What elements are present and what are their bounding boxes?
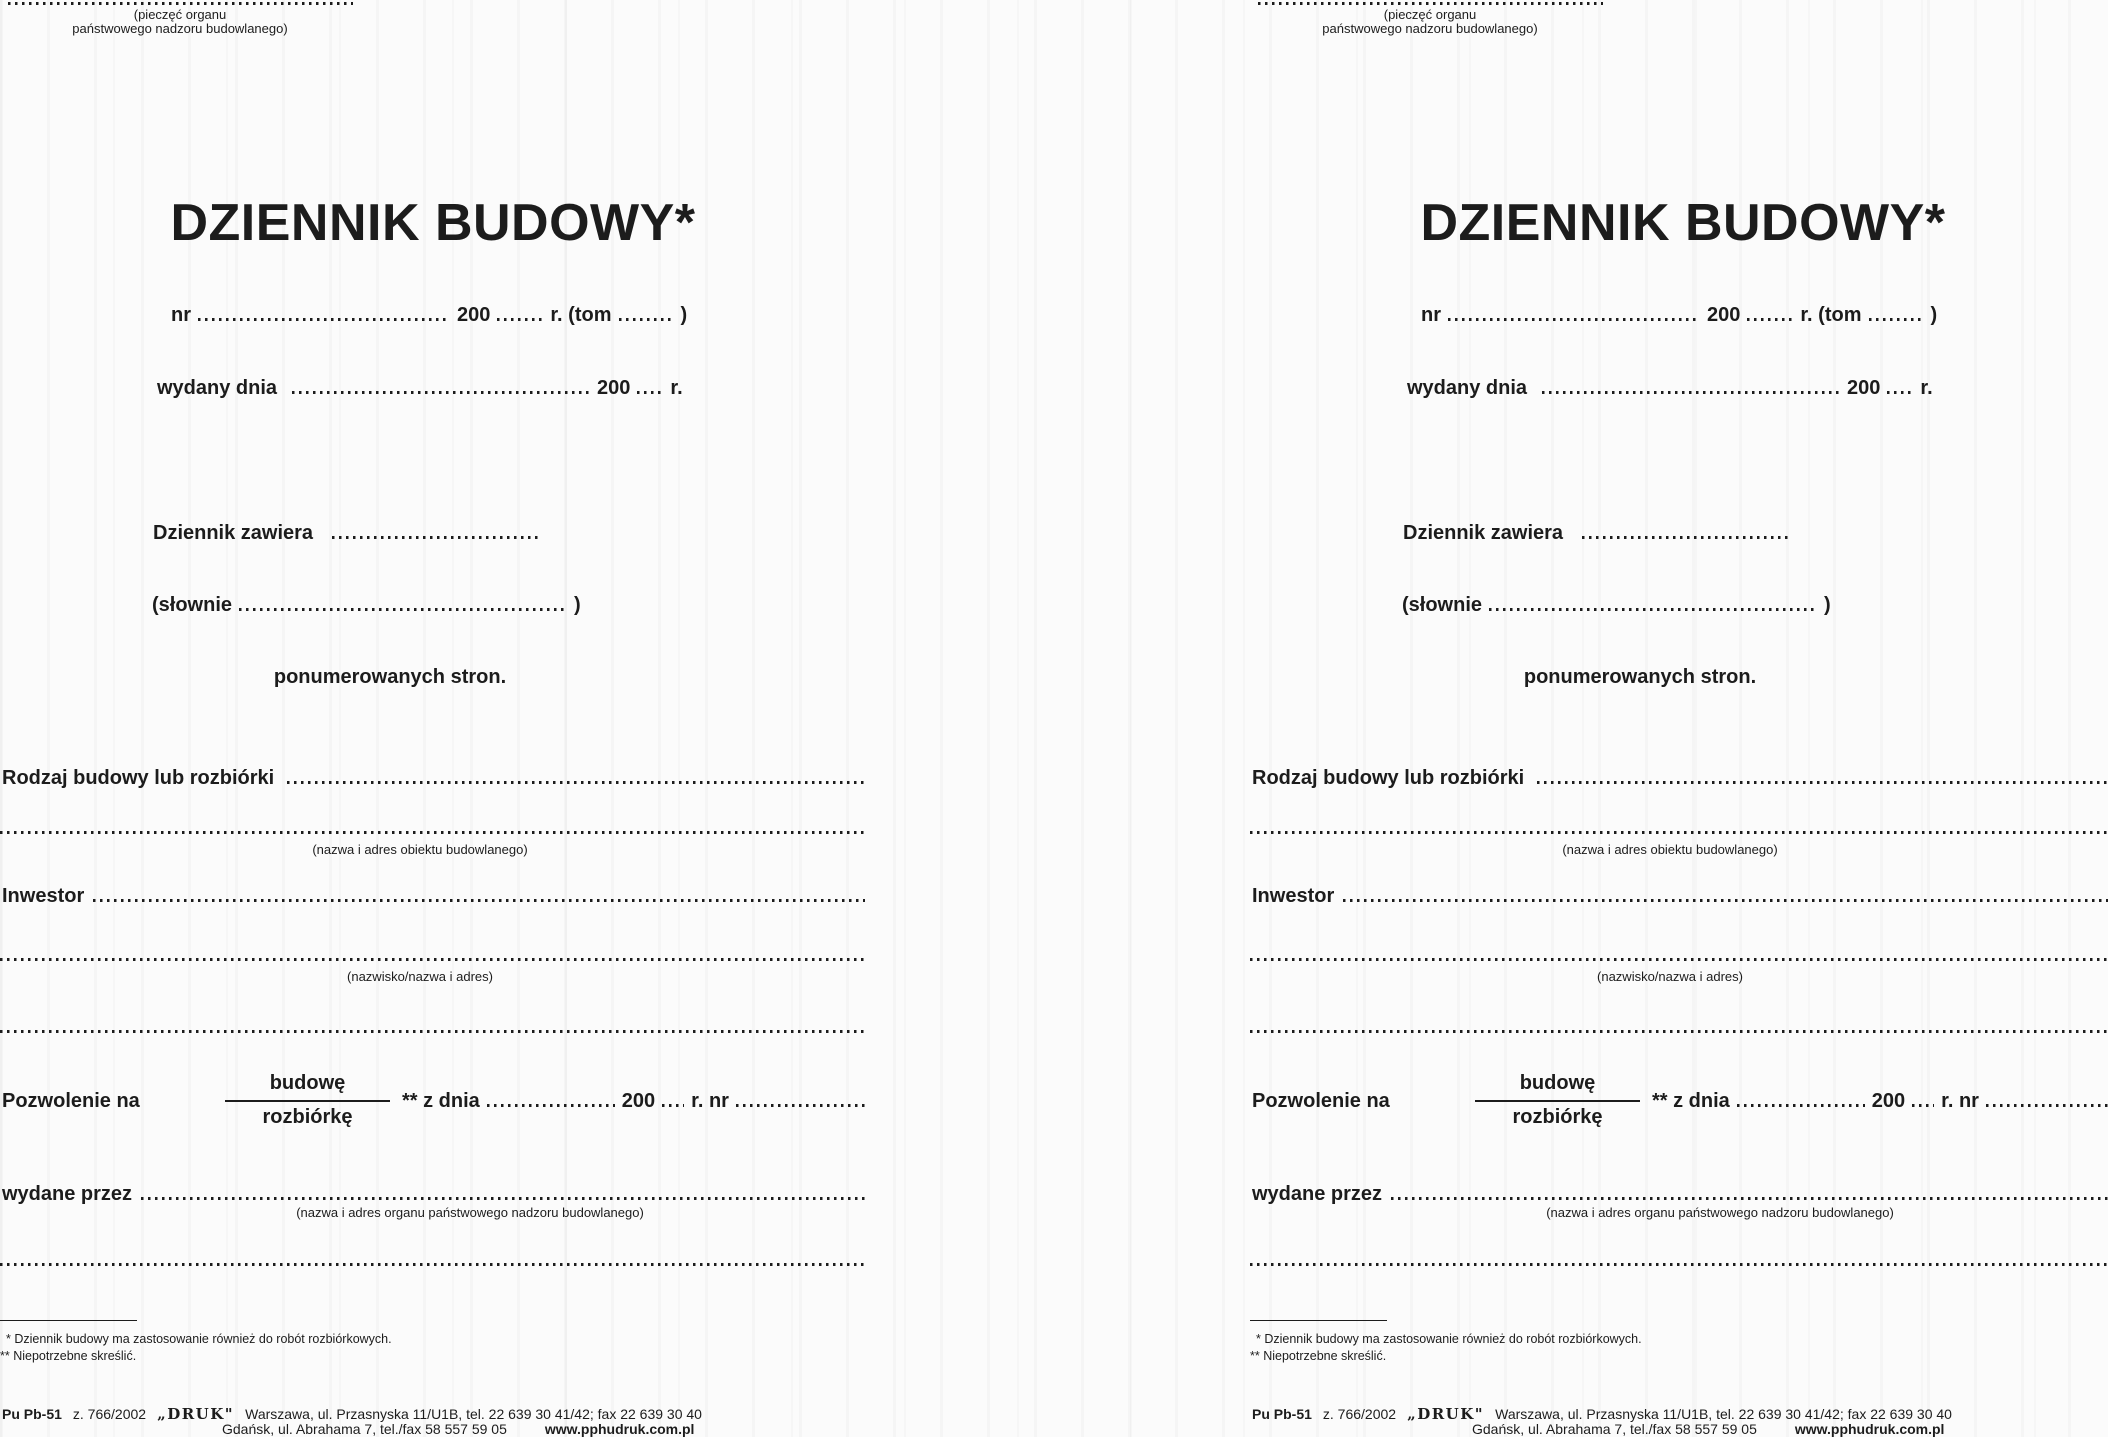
authority-caption: (nazwa i adres organu państwowego nadzoru budowlanego) — [296, 1205, 644, 1220]
issued-dotted-fill — [1542, 391, 1840, 394]
investor-label: Inwestor — [1252, 885, 1335, 907]
tom-dotted-fill — [1869, 318, 1924, 321]
extra-dotted-line — [0, 1030, 866, 1033]
form-code: Pu Pb-51 — [1252, 1406, 1312, 1422]
permit-nr-dotted-fill — [1986, 1104, 2108, 1107]
issued-year: 200 — [1847, 377, 1881, 399]
investor-dotted-line — [1250, 958, 2108, 961]
footnote-double-asterisk: ** Niepotrzebne skreślić. — [1250, 1349, 1387, 1363]
slownie-line — [1402, 594, 1831, 617]
construction-type-line — [2, 767, 865, 790]
authority-caption: (nazwa i adres organu państwowego nadzoru budowlanego) — [1546, 1205, 1894, 1220]
investor-dotted-fill — [1343, 899, 2108, 902]
construction-type-dotted-fill — [287, 781, 865, 784]
stamp-caption-line2: państwowego nadzoru budowlanego) — [72, 21, 288, 36]
construction-type-label: Rodzaj budowy lub rozbiórki — [2, 767, 275, 789]
investor-line — [2, 885, 865, 908]
issued-suffix: r. — [1920, 377, 1933, 399]
permit-option-build: budowę — [225, 1072, 390, 1102]
permit-year-dotted-fill — [662, 1104, 684, 1107]
nr-dotted-fill — [198, 318, 450, 321]
permit-date-dotted-fill — [1737, 1104, 1865, 1107]
issued-by-label: wydane przez — [1252, 1183, 1383, 1205]
nr-year: 200 — [457, 304, 491, 326]
object-dotted-line — [0, 831, 866, 834]
stamp-dotted-line — [1258, 2, 1603, 5]
extra-dotted-line — [1250, 1030, 2108, 1033]
issued-by-line — [1252, 1183, 2108, 1206]
footnote-rule — [0, 1320, 137, 1321]
permit-year: 200 — [621, 1090, 656, 1112]
contains-line — [153, 522, 539, 545]
object-caption: (nazwa i adres obiektu budowlanego) — [312, 842, 528, 857]
number-line — [1421, 304, 1937, 327]
issue-date-line — [157, 377, 683, 400]
edition-code: z. 766/2002 — [1322, 1406, 1397, 1422]
issue-date-line — [1407, 377, 1933, 400]
issued-by-dotted-fill — [1391, 1197, 2108, 1200]
issued-year-dotted-fill — [637, 391, 663, 394]
issued-year-dotted-fill — [1887, 391, 1913, 394]
nr-label: nr — [171, 304, 191, 326]
slownie-line — [152, 594, 581, 617]
permit-date-line — [402, 1090, 865, 1113]
footnote-rule — [1250, 1320, 1387, 1321]
printer-logo: „DRUK" — [157, 1405, 235, 1423]
issued-by-line — [2, 1183, 865, 1206]
permit-middle-label: ** z dnia — [1652, 1090, 1730, 1112]
issued-suffix: r. — [670, 377, 683, 399]
investor-line — [1252, 885, 2108, 908]
construction-type-line — [1252, 767, 2108, 790]
slownie-open: (słownie — [152, 594, 233, 616]
stamp-caption-line2: państwowego nadzoru budowlanego) — [1322, 21, 1538, 36]
permit-option-demolish: rozbiórkę — [1512, 1106, 1603, 1128]
permit-options-fraction — [1475, 1072, 1640, 1129]
form-page — [0, 0, 866, 1437]
form-code: Pu Pb-51 — [2, 1406, 62, 1422]
permit-middle-label: ** z dnia — [402, 1090, 480, 1112]
footnote-double-asterisk: ** Niepotrzebne skreślić. — [0, 1349, 137, 1363]
printer-address-gdansk: Gdańsk, ul. Abrahama 7, tel./fax 58 557 59 05 — [222, 1421, 507, 1437]
numbered-pages-note: ponumerowanych stron. — [273, 666, 507, 688]
contains-label: Dziennik zawiera — [1403, 522, 1564, 544]
printer-website: www.pphudruk.com.pl — [1794, 1421, 1945, 1437]
issued-dotted-fill — [292, 391, 590, 394]
investor-dotted-line — [0, 958, 866, 961]
tom-dotted-fill — [619, 318, 674, 321]
object-caption: (nazwa i adres obiektu budowlanego) — [1562, 842, 1778, 857]
permit-nr-label: r. nr — [691, 1090, 729, 1112]
investor-label: Inwestor — [2, 885, 85, 907]
imprint-line2 — [222, 1421, 694, 1437]
issued-label: wydany dnia — [157, 377, 278, 399]
investor-dotted-fill — [93, 899, 865, 902]
slownie-dotted-fill — [1489, 608, 1817, 611]
form-page-right — [1250, 0, 2108, 1437]
edition-code: z. 766/2002 — [72, 1406, 147, 1422]
investor-caption: (nazwisko/nazwa i adres) — [347, 969, 493, 984]
nr-tom-label: r. (tom — [1800, 304, 1862, 326]
authority-dotted-line — [0, 1263, 866, 1266]
printer-address-gdansk: Gdańsk, ul. Abrahama 7, tel./fax 58 557 59 05 — [1472, 1421, 1757, 1437]
issued-by-dotted-fill — [141, 1197, 865, 1200]
footnote-asterisk: * Dziennik budowy ma zastosowanie również do robót rozbiórkowych. — [1256, 1332, 1642, 1346]
nr-year: 200 — [1707, 304, 1741, 326]
contains-dotted-fill — [332, 536, 539, 539]
contains-dotted-fill — [1582, 536, 1789, 539]
permit-label: Pozwolenie na — [2, 1090, 140, 1112]
printer-address-warszawa: Warszawa, ul. Przasnyska 11/U1B, tel. 22 639 30 41/42; fax 22 639 30 40 — [245, 1406, 702, 1422]
permit-date-line — [1652, 1090, 2108, 1113]
form-title: DZIENNIK BUDOWY* — [170, 194, 696, 252]
construction-type-dotted-fill — [1537, 781, 2108, 784]
number-line — [171, 304, 687, 327]
form-title: DZIENNIK BUDOWY* — [1420, 194, 1946, 252]
slownie-close-paren: ) — [574, 594, 581, 616]
issued-year: 200 — [597, 377, 631, 399]
nr-dotted-fill — [1448, 318, 1700, 321]
numbered-pages-note: ponumerowanych stron. — [1523, 666, 1757, 688]
stamp-caption-line1: (pieczęć organu — [133, 7, 227, 22]
permit-label: Pozwolenie na — [1252, 1090, 1390, 1112]
slownie-close-paren: ) — [1824, 594, 1831, 616]
issued-by-label: wydane przez — [2, 1183, 133, 1205]
construction-type-label: Rodzaj budowy lub rozbiórki — [1252, 767, 1525, 789]
permit-nr-dotted-fill — [736, 1104, 865, 1107]
permit-year: 200 — [1871, 1090, 1906, 1112]
nr-label: nr — [1421, 304, 1441, 326]
nr-tom-label: r. (tom — [550, 304, 612, 326]
permit-nr-label: r. nr — [1941, 1090, 1979, 1112]
printer-website: www.pphudruk.com.pl — [544, 1421, 695, 1437]
nr-year-dotted-fill — [497, 318, 543, 321]
printer-logo: „DRUK" — [1407, 1405, 1485, 1423]
nr-close-paren: ) — [1930, 304, 1938, 326]
issued-label: wydany dnia — [1407, 377, 1528, 399]
authority-dotted-line — [1250, 1263, 2108, 1266]
nr-year-dotted-fill — [1747, 318, 1793, 321]
slownie-dotted-fill — [239, 608, 567, 611]
permit-option-build: budowę — [1475, 1072, 1640, 1102]
nr-close-paren: ) — [680, 304, 688, 326]
stamp-dotted-line — [8, 2, 353, 5]
permit-year-dotted-fill — [1912, 1104, 1934, 1107]
footnote-asterisk: * Dziennik budowy ma zastosowanie również do robót rozbiórkowych. — [6, 1332, 392, 1346]
contains-line — [1403, 522, 1789, 545]
permit-option-demolish: rozbiórkę — [262, 1106, 353, 1128]
investor-caption: (nazwisko/nazwa i adres) — [1597, 969, 1743, 984]
slownie-open: (słownie — [1402, 594, 1483, 616]
object-dotted-line — [1250, 831, 2108, 834]
permit-options-fraction — [225, 1072, 390, 1129]
permit-date-dotted-fill — [487, 1104, 615, 1107]
stamp-caption-line1: (pieczęć organu — [1383, 7, 1477, 22]
imprint-line2 — [1472, 1421, 1944, 1437]
printer-address-warszawa: Warszawa, ul. Przasnyska 11/U1B, tel. 22 639 30 41/42; fax 22 639 30 40 — [1495, 1406, 1952, 1422]
contains-label: Dziennik zawiera — [153, 522, 314, 544]
